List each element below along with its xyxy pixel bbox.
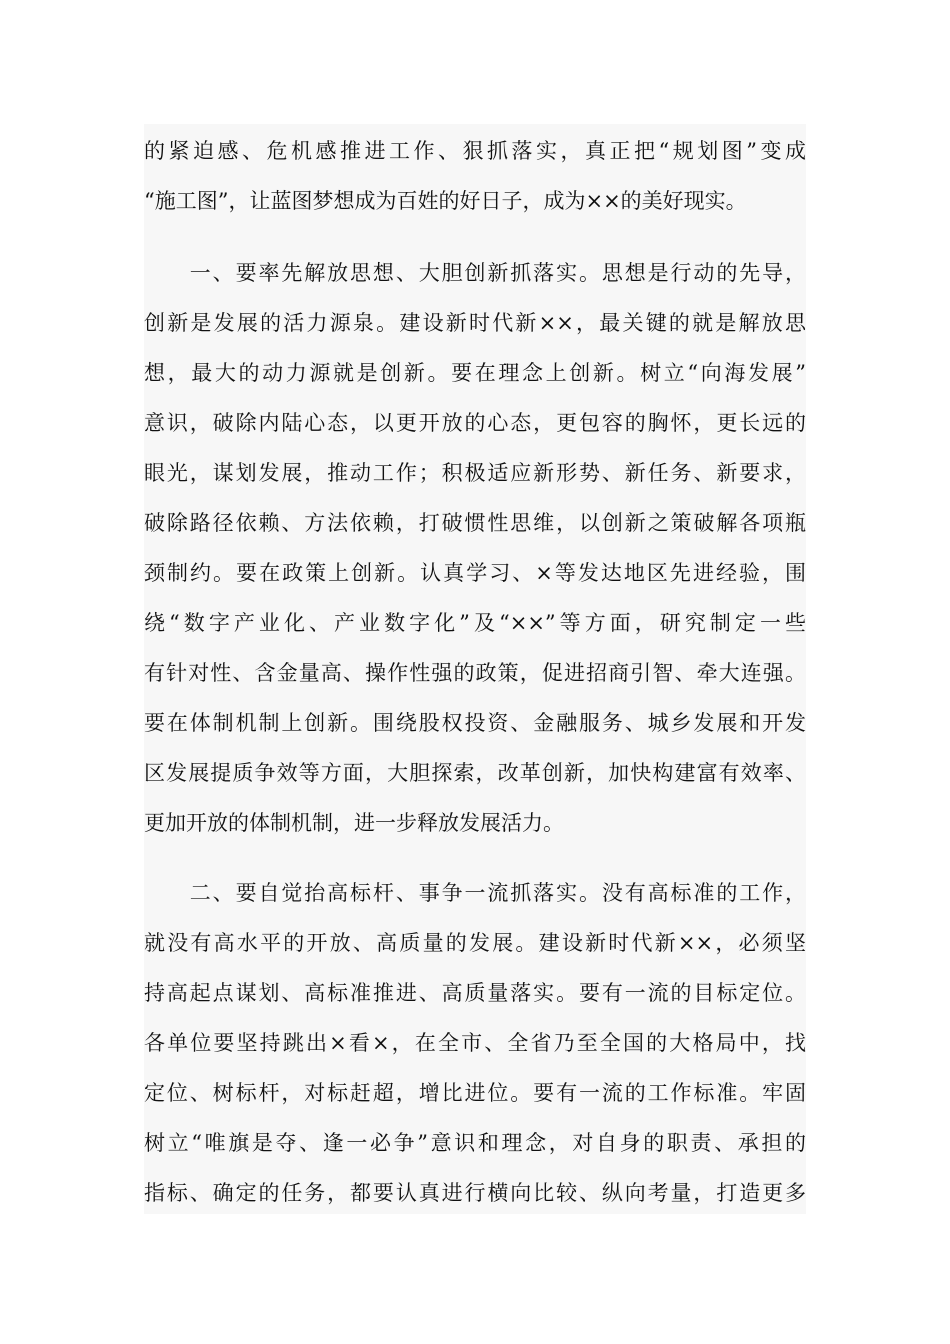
text-line: 各单位要坚持跳出×看×，在全市、全省乃至全国的大格局中，找 xyxy=(144,1031,806,1055)
text-line: 二、要自觉抬高标杆、事争一流抓落实。没有高标准的工作， xyxy=(144,881,806,905)
paragraph-section-two xyxy=(144,868,806,1218)
text-line: 定位、树标杆，对标赶超，增比进位。要有一流的工作标准。牢固 xyxy=(144,1081,806,1105)
text-line: 的紧迫感、危机感推进工作、狠抓落实，真正把“规划图”变成 xyxy=(144,139,806,163)
text-line: 就没有高水平的开放、高质量的发展。建设新时代新××，必须坚 xyxy=(144,931,806,955)
text-line: 眼光，谋划发展，推动工作；积极适应新形势、新任务、新要求， xyxy=(144,461,806,485)
text-line: 有针对性、含金量高、操作性强的政策，促进招商引智、牵大连强。 xyxy=(144,661,806,685)
text-line: 更加开放的体制机制，进一步释放发展活力。 xyxy=(144,811,564,835)
paragraph-continuation xyxy=(144,126,806,226)
text-line: 创新是发展的活力源泉。建设新时代新××，最关键的就是解放思 xyxy=(144,311,806,335)
text-line: 意识，破除内陆心态，以更开放的心态，更包容的胸怀，更长远的 xyxy=(144,411,806,435)
text-line: 树立“唯旗是夺、逢一必争”意识和理念，对自身的职责、承担的 xyxy=(144,1131,806,1155)
text-line: 一、要率先解放思想、大胆创新抓落实。思想是行动的先导， xyxy=(144,261,806,285)
text-line: 指标、确定的任务，都要认真进行横向比较、纵向考量，打造更多 xyxy=(144,1181,806,1205)
text-line: “施工图”，让蓝图梦想成为百姓的好日子，成为××的美好现实。 xyxy=(144,189,747,213)
paragraph-section-one xyxy=(144,248,806,848)
text-line: 区发展提质争效等方面，大胆探索，改革创新，加快构建富有效率、 xyxy=(144,761,806,785)
text-line: 绕“数字产业化、产业数字化”及“××”等方面，研究制定一些 xyxy=(144,611,806,635)
text-line: 破除路径依赖、方法依赖，打破惯性思维，以创新之策破解各项瓶 xyxy=(144,511,806,535)
text-line: 颈制约。要在政策上创新。认真学习、×等发达地区先进经验，围 xyxy=(144,561,806,585)
text-line: 要在体制机制上创新。围绕股权投资、金融服务、城乡发展和开发 xyxy=(144,711,806,735)
text-line: 想，最大的动力源就是创新。要在理念上创新。树立“向海发展” xyxy=(144,361,806,385)
document-page xyxy=(144,124,806,1214)
text-line: 持高起点谋划、高标准推进、高质量落实。要有一流的目标定位。 xyxy=(144,981,806,1005)
